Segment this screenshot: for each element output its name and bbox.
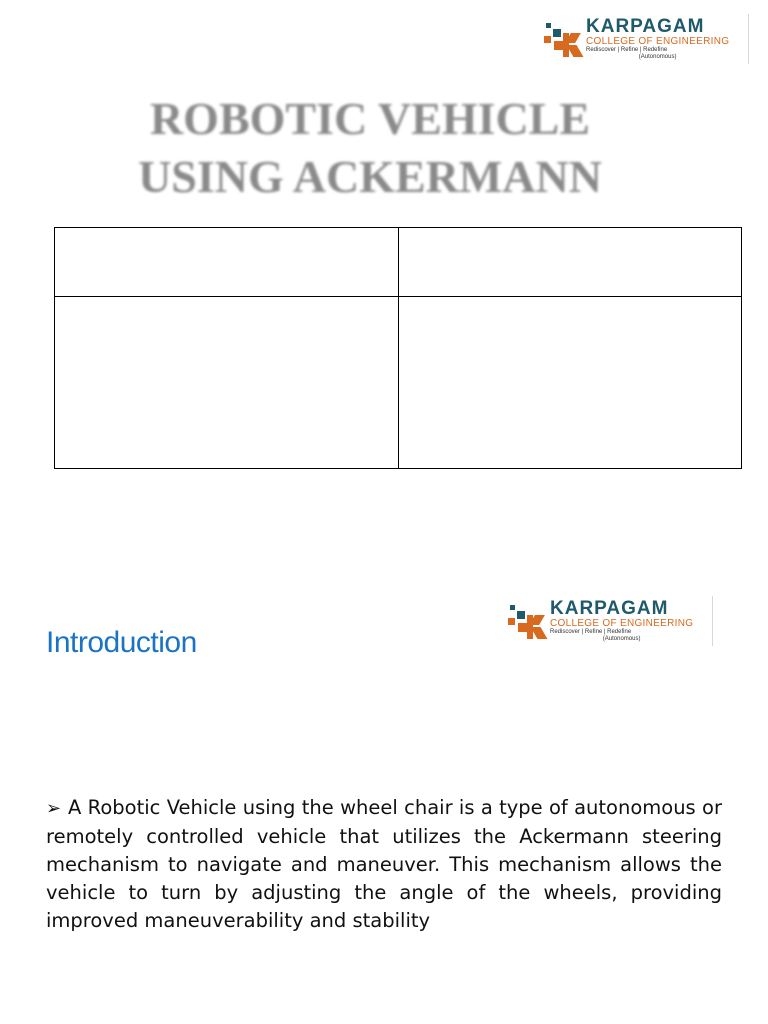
intro-text: A Robotic Vehicle using the wheel chair is a type of autonomous or remotely controlled vehicle that utilizes the Ackermann steering mechanism to navigate and maneuver. This mechanism allows the vehicle to turn by adjusting the angle of the wheels, providing improved maneuverability and stability — [46, 796, 722, 932]
empty-table — [54, 227, 742, 469]
karpagam-logo-icon — [506, 601, 546, 641]
logo-status: (Autonomous) — [638, 54, 677, 61]
title-line-1: ROBOTIC VEHICLE — [149, 93, 591, 144]
logo-tagline: Rediscover | Refine | Redefine — [586, 47, 668, 54]
table-row — [55, 297, 742, 469]
table-cell — [398, 228, 742, 297]
college-logo-intro — [506, 596, 713, 646]
college-logo-top — [542, 14, 749, 64]
logo-status: (Autonomous) — [602, 636, 641, 643]
intro-bullet — [46, 794, 722, 935]
arrow-bullet-icon: ➢ — [46, 798, 62, 819]
logo-name: KARPAGAM — [586, 16, 705, 38]
logo-tagline: Rediscover | Refine | Redefine — [550, 629, 632, 636]
page-title — [60, 90, 680, 206]
logo-name: KARPAGAM — [550, 598, 669, 620]
logo-subtitle: COLLEGE OF ENGINEERING — [586, 36, 730, 48]
logo-subtitle: COLLEGE OF ENGINEERING — [550, 618, 694, 630]
section-heading: Introduction — [46, 626, 197, 659]
title-line-2: USING ACKERMANN — [138, 151, 602, 202]
table-cell — [55, 297, 399, 469]
table-cell — [55, 228, 399, 297]
table-cell — [398, 297, 742, 469]
table-row — [55, 228, 742, 297]
karpagam-logo-icon — [542, 19, 582, 59]
